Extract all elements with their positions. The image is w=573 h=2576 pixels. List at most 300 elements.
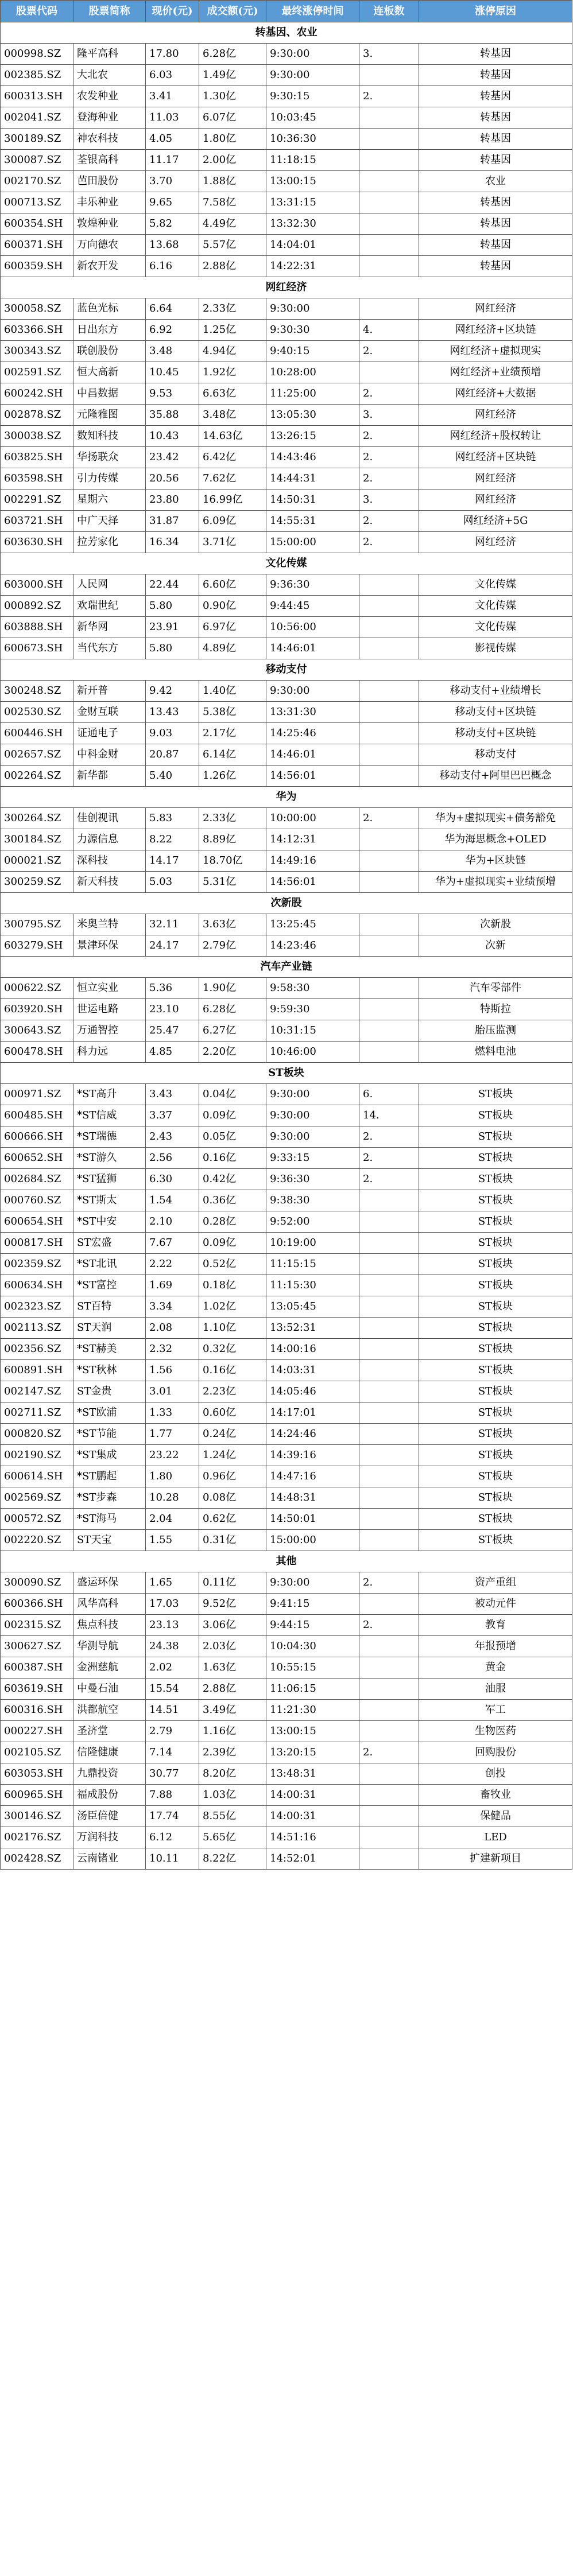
consecutive-boards-cell xyxy=(359,1700,419,1721)
turnover-cell: 18.70亿 xyxy=(199,850,266,872)
stock-name-cell: 九鼎投资 xyxy=(73,1763,146,1785)
stock-name-cell: *ST信威 xyxy=(73,1105,146,1126)
consecutive-boards-cell xyxy=(359,1233,419,1254)
stock-code-cell: 603888.SH xyxy=(1,617,73,638)
table-row xyxy=(1,1042,572,1063)
turnover-cell: 16.99亿 xyxy=(199,489,266,511)
limit-up-reason-cell: ST板块 xyxy=(419,1296,572,1318)
turnover-cell: 4.49亿 xyxy=(199,213,266,235)
limit-up-time-cell: 14:17:01 xyxy=(266,1402,359,1424)
stock-name-cell: ST宏盛 xyxy=(73,1233,146,1254)
stock-name-cell: 数知科技 xyxy=(73,426,146,447)
limit-up-reason-cell: ST板块 xyxy=(419,1381,572,1402)
header-stock-code: 股票代码 xyxy=(1,1,73,22)
stock-code-cell: 002105.SZ xyxy=(1,1742,73,1763)
limit-up-time-cell: 14:03:31 xyxy=(266,1360,359,1381)
consecutive-boards-cell: 6. xyxy=(359,1084,419,1105)
limit-up-time-cell: 14:56:01 xyxy=(266,872,359,893)
stock-name-cell: 蓝色光标 xyxy=(73,298,146,320)
stock-name-cell: 万向德农 xyxy=(73,235,146,256)
turnover-cell: 7.62亿 xyxy=(199,468,266,489)
price-cell: 5.80 xyxy=(146,596,199,617)
table-row xyxy=(1,1530,572,1551)
consecutive-boards-cell xyxy=(359,1424,419,1445)
turnover-cell: 8.89亿 xyxy=(199,829,266,850)
turnover-cell: 2.79亿 xyxy=(199,935,266,957)
stock-code-cell: 002315.SZ xyxy=(1,1615,73,1636)
limit-up-reason-cell: 网红经济 xyxy=(419,298,572,320)
stock-name-cell: 中科金财 xyxy=(73,744,146,766)
consecutive-boards-cell xyxy=(359,574,419,596)
table-row xyxy=(1,213,572,235)
consecutive-boards-cell xyxy=(359,107,419,129)
stock-code-cell: 002190.SZ xyxy=(1,1445,73,1466)
stock-name-cell: 元隆雅图 xyxy=(73,405,146,426)
header-price: 现价(元) xyxy=(146,1,199,22)
stock-code-cell: 300264.SZ xyxy=(1,808,73,829)
stock-name-cell: 深科技 xyxy=(73,850,146,872)
price-cell: 16.34 xyxy=(146,532,199,553)
table-row xyxy=(1,129,572,150)
limit-up-time-cell: 9:30:00 xyxy=(266,1126,359,1148)
turnover-cell: 1.90亿 xyxy=(199,978,266,999)
turnover-cell: 0.90亿 xyxy=(199,596,266,617)
turnover-cell: 0.09亿 xyxy=(199,1105,266,1126)
table-row xyxy=(1,723,572,744)
limit-up-time-cell: 14:46:01 xyxy=(266,744,359,766)
consecutive-boards-cell xyxy=(359,1042,419,1063)
limit-up-time-cell: 9:30:15 xyxy=(266,86,359,107)
limit-up-reason-cell: 资产重组 xyxy=(419,1572,572,1594)
table-row xyxy=(1,1020,572,1042)
limit-up-time-cell: 9:30:00 xyxy=(266,1105,359,1126)
table-row xyxy=(1,489,572,511)
turnover-cell: 2.23亿 xyxy=(199,1381,266,1402)
table-row xyxy=(1,1763,572,1785)
turnover-cell: 1.25亿 xyxy=(199,320,266,341)
limit-up-reason-cell: 油服 xyxy=(419,1679,572,1700)
limit-up-reason-cell: ST板块 xyxy=(419,1487,572,1509)
stock-code-cell: 002291.SZ xyxy=(1,489,73,511)
stock-code-cell: 300038.SZ xyxy=(1,426,73,447)
limit-up-reason-cell: ST板块 xyxy=(419,1424,572,1445)
stock-code-cell: 002530.SZ xyxy=(1,702,73,723)
turnover-cell: 3.49亿 xyxy=(199,1700,266,1721)
turnover-cell: 6.28亿 xyxy=(199,44,266,65)
limit-up-time-cell: 13:52:31 xyxy=(266,1318,359,1339)
limit-up-time-cell: 10:04:30 xyxy=(266,1636,359,1657)
stock-name-cell: 云南锗业 xyxy=(73,1848,146,1870)
turnover-cell: 0.42亿 xyxy=(199,1169,266,1190)
limit-up-time-cell: 13:48:31 xyxy=(266,1763,359,1785)
limit-up-time-cell: 9:30:30 xyxy=(266,320,359,341)
stock-name-cell: 圣济堂 xyxy=(73,1721,146,1742)
stock-name-cell: 神农科技 xyxy=(73,129,146,150)
limit-up-reason-cell: 网红经济 xyxy=(419,468,572,489)
price-cell: 17.03 xyxy=(146,1594,199,1615)
table-row xyxy=(1,1233,572,1254)
limit-up-reason-cell: 转基因 xyxy=(419,235,572,256)
stock-name-cell: 世运电路 xyxy=(73,999,146,1020)
stock-name-cell: *ST集成 xyxy=(73,1445,146,1466)
consecutive-boards-cell xyxy=(359,702,419,723)
limit-up-time-cell: 9:36:30 xyxy=(266,1169,359,1190)
turnover-cell: 3.71亿 xyxy=(199,532,266,553)
stock-code-cell: 002041.SZ xyxy=(1,107,73,129)
limit-up-reason-cell: 生物医药 xyxy=(419,1721,572,1742)
turnover-cell: 1.40亿 xyxy=(199,681,266,702)
consecutive-boards-cell xyxy=(359,129,419,150)
stock-code-cell: 603721.SH xyxy=(1,511,73,532)
limit-up-time-cell: 14:04:01 xyxy=(266,235,359,256)
limit-up-reason-cell: 次新股 xyxy=(419,914,572,935)
consecutive-boards-cell xyxy=(359,1594,419,1615)
table-row xyxy=(1,1445,572,1466)
price-cell: 4.05 xyxy=(146,129,199,150)
limit-up-time-cell: 11:25:00 xyxy=(266,383,359,405)
table-row xyxy=(1,872,572,893)
section-header-row xyxy=(1,893,572,914)
table-row xyxy=(1,1148,572,1169)
consecutive-boards-cell: 2. xyxy=(359,426,419,447)
consecutive-boards-cell: 2. xyxy=(359,532,419,553)
limit-up-time-cell: 13:31:30 xyxy=(266,702,359,723)
limit-up-time-cell: 14:56:01 xyxy=(266,766,359,787)
consecutive-boards-cell xyxy=(359,1211,419,1233)
limit-up-time-cell: 14:43:46 xyxy=(266,447,359,468)
limit-up-time-cell: 11:06:15 xyxy=(266,1679,359,1700)
limit-up-reason-cell: 农业 xyxy=(419,171,572,192)
limit-up-time-cell: 14:55:31 xyxy=(266,511,359,532)
consecutive-boards-cell xyxy=(359,872,419,893)
limit-up-time-cell: 13:31:15 xyxy=(266,192,359,213)
turnover-cell: 1.24亿 xyxy=(199,1445,266,1466)
limit-up-time-cell: 14:00:31 xyxy=(266,1785,359,1806)
consecutive-boards-cell xyxy=(359,1360,419,1381)
turnover-cell: 0.04亿 xyxy=(199,1084,266,1105)
table-row xyxy=(1,298,572,320)
stock-code-cell: 603598.SH xyxy=(1,468,73,489)
consecutive-boards-cell: 2. xyxy=(359,341,419,362)
turnover-cell: 6.07亿 xyxy=(199,107,266,129)
price-cell: 1.69 xyxy=(146,1275,199,1296)
consecutive-boards-cell xyxy=(359,829,419,850)
price-cell: 6.64 xyxy=(146,298,199,320)
stock-name-cell: 人民网 xyxy=(73,574,146,596)
stock-code-cell: 603000.SH xyxy=(1,574,73,596)
stock-code-cell: 300146.SZ xyxy=(1,1806,73,1827)
consecutive-boards-cell xyxy=(359,766,419,787)
section-title: 汽车产业链 xyxy=(1,957,572,978)
limit-up-reason-cell: ST板块 xyxy=(419,1466,572,1487)
limit-up-reason-cell: 移动支付+业绩增长 xyxy=(419,681,572,702)
price-cell: 2.04 xyxy=(146,1509,199,1530)
stock-code-cell: 002878.SZ xyxy=(1,405,73,426)
stock-name-cell: 华测导航 xyxy=(73,1636,146,1657)
table-row xyxy=(1,65,572,86)
limit-up-time-cell: 14:00:16 xyxy=(266,1339,359,1360)
limit-up-reason-cell: LED xyxy=(419,1827,572,1848)
table-row xyxy=(1,383,572,405)
turnover-cell: 0.11亿 xyxy=(199,1572,266,1594)
stock-name-cell: *ST瑞德 xyxy=(73,1126,146,1148)
consecutive-boards-cell: 2. xyxy=(359,808,419,829)
turnover-cell: 4.89亿 xyxy=(199,638,266,659)
limit-up-reason-cell: 转基因 xyxy=(419,129,572,150)
turnover-cell: 3.63亿 xyxy=(199,914,266,935)
limit-up-reason-cell: ST板块 xyxy=(419,1509,572,1530)
limit-up-time-cell: 14:22:31 xyxy=(266,256,359,277)
consecutive-boards-cell xyxy=(359,596,419,617)
limit-up-reason-cell: 网红经济 xyxy=(419,532,572,553)
stock-name-cell: 当代东方 xyxy=(73,638,146,659)
limit-up-time-cell: 14:39:16 xyxy=(266,1445,359,1466)
stock-name-cell: 洪都航空 xyxy=(73,1700,146,1721)
stock-code-cell: 600366.SH xyxy=(1,1594,73,1615)
turnover-cell: 0.52亿 xyxy=(199,1254,266,1275)
stock-name-cell: 科力远 xyxy=(73,1042,146,1063)
limit-up-reason-cell: ST板块 xyxy=(419,1105,572,1126)
turnover-cell: 6.14亿 xyxy=(199,744,266,766)
table-row xyxy=(1,1339,572,1360)
turnover-cell: 3.48亿 xyxy=(199,405,266,426)
table-row xyxy=(1,1679,572,1700)
consecutive-boards-cell: 2. xyxy=(359,511,419,532)
turnover-cell: 2.33亿 xyxy=(199,298,266,320)
limit-up-reason-cell: 教育 xyxy=(419,1615,572,1636)
stock-name-cell: 新华都 xyxy=(73,766,146,787)
turnover-cell: 8.20亿 xyxy=(199,1763,266,1785)
limit-up-reason-cell: 文化传媒 xyxy=(419,596,572,617)
price-cell: 3.37 xyxy=(146,1105,199,1126)
section-title: 其他 xyxy=(1,1551,572,1572)
price-cell: 3.41 xyxy=(146,86,199,107)
stock-name-cell: 日出东方 xyxy=(73,320,146,341)
stock-code-cell: 000760.SZ xyxy=(1,1190,73,1211)
section-header-row xyxy=(1,553,572,574)
price-cell: 6.12 xyxy=(146,1827,199,1848)
turnover-cell: 2.88亿 xyxy=(199,1679,266,1700)
stock-code-cell: 603366.SH xyxy=(1,320,73,341)
consecutive-boards-cell xyxy=(359,1806,419,1827)
limit-up-time-cell: 14:52:01 xyxy=(266,1848,359,1870)
limit-up-reason-cell: 转基因 xyxy=(419,86,572,107)
limit-up-reason-cell: 转基因 xyxy=(419,213,572,235)
limit-up-reason-cell: 华为+虚拟现实+业绩预增 xyxy=(419,872,572,893)
limit-up-reason-cell: 转基因 xyxy=(419,192,572,213)
price-cell: 23.42 xyxy=(146,447,199,468)
stock-name-cell: 中广天择 xyxy=(73,511,146,532)
limit-up-time-cell: 13:00:15 xyxy=(266,171,359,192)
stock-code-cell: 000227.SH xyxy=(1,1721,73,1742)
stock-code-cell: 300343.SZ xyxy=(1,341,73,362)
limit-up-time-cell: 13:00:15 xyxy=(266,1721,359,1742)
table-row xyxy=(1,1105,572,1126)
table-row xyxy=(1,638,572,659)
stock-name-cell: 焦点科技 xyxy=(73,1615,146,1636)
stock-name-cell: *ST中安 xyxy=(73,1211,146,1233)
consecutive-boards-cell xyxy=(359,1254,419,1275)
consecutive-boards-cell xyxy=(359,935,419,957)
price-cell: 24.17 xyxy=(146,935,199,957)
table-row xyxy=(1,1190,572,1211)
table-row xyxy=(1,1318,572,1339)
limit-up-reason-cell: ST板块 xyxy=(419,1211,572,1233)
stock-name-cell: 万润科技 xyxy=(73,1827,146,1848)
table-row xyxy=(1,1509,572,1530)
stock-code-cell: 002657.SZ xyxy=(1,744,73,766)
price-cell: 1.33 xyxy=(146,1402,199,1424)
limit-up-reason-cell: 被动元件 xyxy=(419,1594,572,1615)
stock-code-cell: 002591.SZ xyxy=(1,362,73,383)
consecutive-boards-cell: 3. xyxy=(359,489,419,511)
limit-up-reason-cell: 网红经济+业绩预增 xyxy=(419,362,572,383)
stock-name-cell: 中曼石油 xyxy=(73,1679,146,1700)
consecutive-boards-cell xyxy=(359,1020,419,1042)
stock-code-cell: 600478.SH xyxy=(1,1042,73,1063)
table-row xyxy=(1,766,572,787)
consecutive-boards-cell xyxy=(359,1763,419,1785)
stock-code-cell: 002147.SZ xyxy=(1,1381,73,1402)
table-row xyxy=(1,447,572,468)
stock-code-cell: 603920.SH xyxy=(1,999,73,1020)
stock-code-cell: 300795.SZ xyxy=(1,914,73,935)
consecutive-boards-cell: 2. xyxy=(359,468,419,489)
consecutive-boards-cell xyxy=(359,150,419,171)
consecutive-boards-cell: 2. xyxy=(359,447,419,468)
limit-up-time-cell: 15:00:00 xyxy=(266,532,359,553)
stock-name-cell: 登海种业 xyxy=(73,107,146,129)
stock-code-cell: 300627.SZ xyxy=(1,1636,73,1657)
limit-up-reason-cell: 网红经济+5G xyxy=(419,511,572,532)
limit-up-reason-cell: 汽车零部件 xyxy=(419,978,572,999)
limit-up-time-cell: 9:58:30 xyxy=(266,978,359,999)
turnover-cell: 0.24亿 xyxy=(199,1424,266,1445)
turnover-cell: 1.10亿 xyxy=(199,1318,266,1339)
section-title: 转基因、农业 xyxy=(1,22,572,44)
price-cell: 2.43 xyxy=(146,1126,199,1148)
turnover-cell: 1.63亿 xyxy=(199,1657,266,1679)
limit-up-reason-cell: 网红经济+区块链 xyxy=(419,320,572,341)
price-cell: 3.48 xyxy=(146,341,199,362)
consecutive-boards-cell xyxy=(359,1509,419,1530)
limit-up-time-cell: 14:05:46 xyxy=(266,1381,359,1402)
limit-up-reason-cell: ST板块 xyxy=(419,1126,572,1148)
limit-up-time-cell: 11:15:30 xyxy=(266,1275,359,1296)
limit-up-reason-cell: 文化传媒 xyxy=(419,617,572,638)
turnover-cell: 5.31亿 xyxy=(199,872,266,893)
stock-name-cell: 农发种业 xyxy=(73,86,146,107)
limit-up-reason-cell: 燃料电池 xyxy=(419,1042,572,1063)
consecutive-boards-cell xyxy=(359,1785,419,1806)
price-cell: 2.10 xyxy=(146,1211,199,1233)
stock-name-cell: 力源信息 xyxy=(73,829,146,850)
limit-up-time-cell: 14:50:31 xyxy=(266,489,359,511)
stock-code-cell: 300184.SZ xyxy=(1,829,73,850)
stock-code-cell: 002428.SZ xyxy=(1,1848,73,1870)
price-cell: 6.92 xyxy=(146,320,199,341)
stock-name-cell: 金财互联 xyxy=(73,702,146,723)
stock-code-cell: 002385.SZ xyxy=(1,65,73,86)
limit-up-reason-cell: 年报预增 xyxy=(419,1636,572,1657)
consecutive-boards-cell xyxy=(359,256,419,277)
turnover-cell: 3.06亿 xyxy=(199,1615,266,1636)
stock-name-cell: *ST步森 xyxy=(73,1487,146,1509)
stock-code-cell: 000622.SZ xyxy=(1,978,73,999)
stock-code-cell: 002684.SZ xyxy=(1,1169,73,1190)
limit-up-time-cell: 10:36:30 xyxy=(266,129,359,150)
stock-code-cell: 002264.SZ xyxy=(1,766,73,787)
price-cell: 2.08 xyxy=(146,1318,199,1339)
price-cell: 5.03 xyxy=(146,872,199,893)
stock-code-cell: 000021.SZ xyxy=(1,850,73,872)
price-cell: 2.56 xyxy=(146,1148,199,1169)
price-cell: 9.42 xyxy=(146,681,199,702)
stock-code-cell: 000971.SZ xyxy=(1,1084,73,1105)
limit-up-time-cell: 14:50:01 xyxy=(266,1509,359,1530)
limit-up-reason-cell: ST板块 xyxy=(419,1530,572,1551)
stock-code-cell: 603619.SH xyxy=(1,1679,73,1700)
price-cell: 3.34 xyxy=(146,1296,199,1318)
price-cell: 10.28 xyxy=(146,1487,199,1509)
consecutive-boards-cell: 3. xyxy=(359,44,419,65)
stock-name-cell: *ST赫美 xyxy=(73,1339,146,1360)
price-cell: 3.01 xyxy=(146,1381,199,1402)
stock-code-cell: 002711.SZ xyxy=(1,1402,73,1424)
consecutive-boards-cell xyxy=(359,1402,419,1424)
limit-up-reason-cell: ST板块 xyxy=(419,1254,572,1275)
limit-up-time-cell: 9:30:00 xyxy=(266,65,359,86)
turnover-cell: 2.20亿 xyxy=(199,1042,266,1063)
limit-up-time-cell: 15:00:00 xyxy=(266,1530,359,1551)
price-cell: 2.32 xyxy=(146,1339,199,1360)
table-row xyxy=(1,999,572,1020)
table-row xyxy=(1,1466,572,1487)
stock-name-cell: 大北农 xyxy=(73,65,146,86)
price-cell: 6.30 xyxy=(146,1169,199,1190)
price-cell: 20.56 xyxy=(146,468,199,489)
price-cell: 23.13 xyxy=(146,1615,199,1636)
stock-code-cell: 002359.SZ xyxy=(1,1254,73,1275)
limit-up-reason-cell: 网红经济+区块链 xyxy=(419,447,572,468)
turnover-cell: 6.09亿 xyxy=(199,511,266,532)
table-row xyxy=(1,405,572,426)
limit-up-reason-cell: 影视传媒 xyxy=(419,638,572,659)
limit-up-reason-cell: ST板块 xyxy=(419,1148,572,1169)
consecutive-boards-cell xyxy=(359,617,419,638)
price-cell: 10.43 xyxy=(146,426,199,447)
table-row xyxy=(1,320,572,341)
limit-up-reason-cell: ST板块 xyxy=(419,1275,572,1296)
header-final-limit-up-time: 最终涨停时间 xyxy=(266,1,359,22)
limit-up-time-cell: 10:56:00 xyxy=(266,617,359,638)
stock-name-cell: ST天润 xyxy=(73,1318,146,1339)
limit-up-time-cell: 9:33:15 xyxy=(266,1148,359,1169)
stock-name-cell: 恒立实业 xyxy=(73,978,146,999)
stock-name-cell: 荃银高科 xyxy=(73,150,146,171)
turnover-cell: 5.65亿 xyxy=(199,1827,266,1848)
consecutive-boards-cell xyxy=(359,1487,419,1509)
table-row xyxy=(1,914,572,935)
table-row xyxy=(1,1785,572,1806)
limit-up-time-cell: 9:52:00 xyxy=(266,1211,359,1233)
stock-code-cell: 002569.SZ xyxy=(1,1487,73,1509)
table-row xyxy=(1,1126,572,1148)
header-stock-name: 股票简称 xyxy=(73,1,146,22)
stock-name-cell: *ST游久 xyxy=(73,1148,146,1169)
turnover-cell: 9.52亿 xyxy=(199,1594,266,1615)
price-cell: 11.17 xyxy=(146,150,199,171)
